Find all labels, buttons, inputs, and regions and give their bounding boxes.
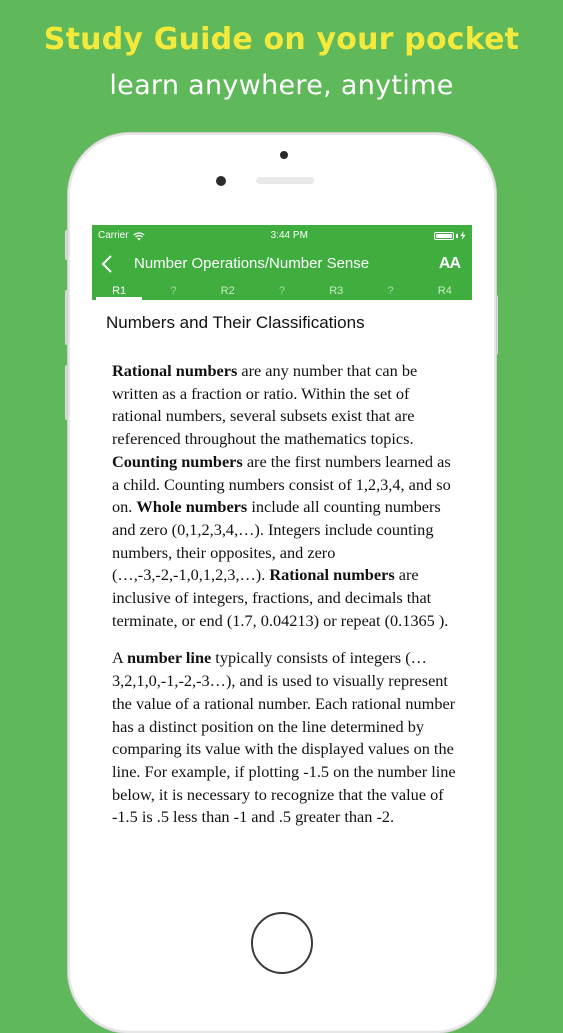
tab-quiz-3[interactable]: ? <box>387 284 394 297</box>
carrier-label: Carrier <box>98 230 129 241</box>
status-time: 3:44 PM <box>270 230 308 241</box>
wifi-icon <box>133 231 145 241</box>
term-rational-numbers: Rational numbers <box>112 361 238 380</box>
phone-camera <box>216 176 226 186</box>
promo-headline: Study Guide on your pocket <box>43 22 520 57</box>
tab-r2[interactable]: R2 <box>220 284 235 297</box>
term-counting-numbers: Counting numbers <box>112 451 243 471</box>
tab-quiz-2[interactable]: ? <box>278 284 286 297</box>
tab-r1[interactable]: R1 <box>92 281 146 300</box>
term-number-line: number line <box>126 648 212 668</box>
phone-sensor <box>280 151 288 159</box>
article-paragraph-2: A number line typically consists of integers (…3,2,1,0,-1,-2,-3…), and is used to visually represent the value of a rational number. Each rational number has a distinct position on the line determined by comparing its value with the displayed values on the line. For example, if plotting -1.5 on the number line below, it is necessary to recognize that the value of -1.5 is .5 less than -1 and .5 greater than -2. <box>112 648 456 827</box>
article-paragraph-1: Rational numbers are any number that can be written as a fraction or ratio. Within the set of rational numbers, several subsets exist that are referenced throughout the mathematics topics. Counting numbers are the first numbers learned as a child. Counting numbers consist of 1,2,3,4, and so on. Whole numbers include all counting numbers and zero (0,1,2,3,4,…). Integers include counting numbers, their opposites, and zero (…,-3,-2,-1,0,1,2,3,…). Rational numbers are inclusive of integers, fractions, and decimals that terminate, or end (1.7, 0.04213) or repeat (0.1365 ). <box>112 361 451 630</box>
nav-title: Number Operations/Number Sense <box>134 255 370 272</box>
phone-frame <box>68 133 496 1033</box>
article-title: Numbers and Their Classifications <box>106 313 365 332</box>
chevron-left-icon <box>101 255 113 273</box>
tab-bar <box>92 281 472 300</box>
status-bar <box>92 225 472 246</box>
tab-quiz-1[interactable]: ? <box>170 284 177 297</box>
promo-subline: learn anywhere, anytime <box>109 70 454 101</box>
term-whole-numbers: Whole numbers <box>136 497 248 517</box>
phone-earpiece <box>256 177 314 184</box>
article-content[interactable] <box>92 313 472 829</box>
app-screen <box>92 225 472 901</box>
tab-r3[interactable]: R3 <box>329 284 344 297</box>
home-button[interactable] <box>251 912 313 974</box>
term-rational-numbers-2: Rational numbers <box>269 565 395 585</box>
font-size-button[interactable]: AA <box>438 254 460 272</box>
battery-icon <box>434 231 466 240</box>
back-button[interactable] <box>92 246 122 281</box>
tab-r4[interactable]: R4 <box>437 284 452 297</box>
nav-bar <box>92 246 472 281</box>
